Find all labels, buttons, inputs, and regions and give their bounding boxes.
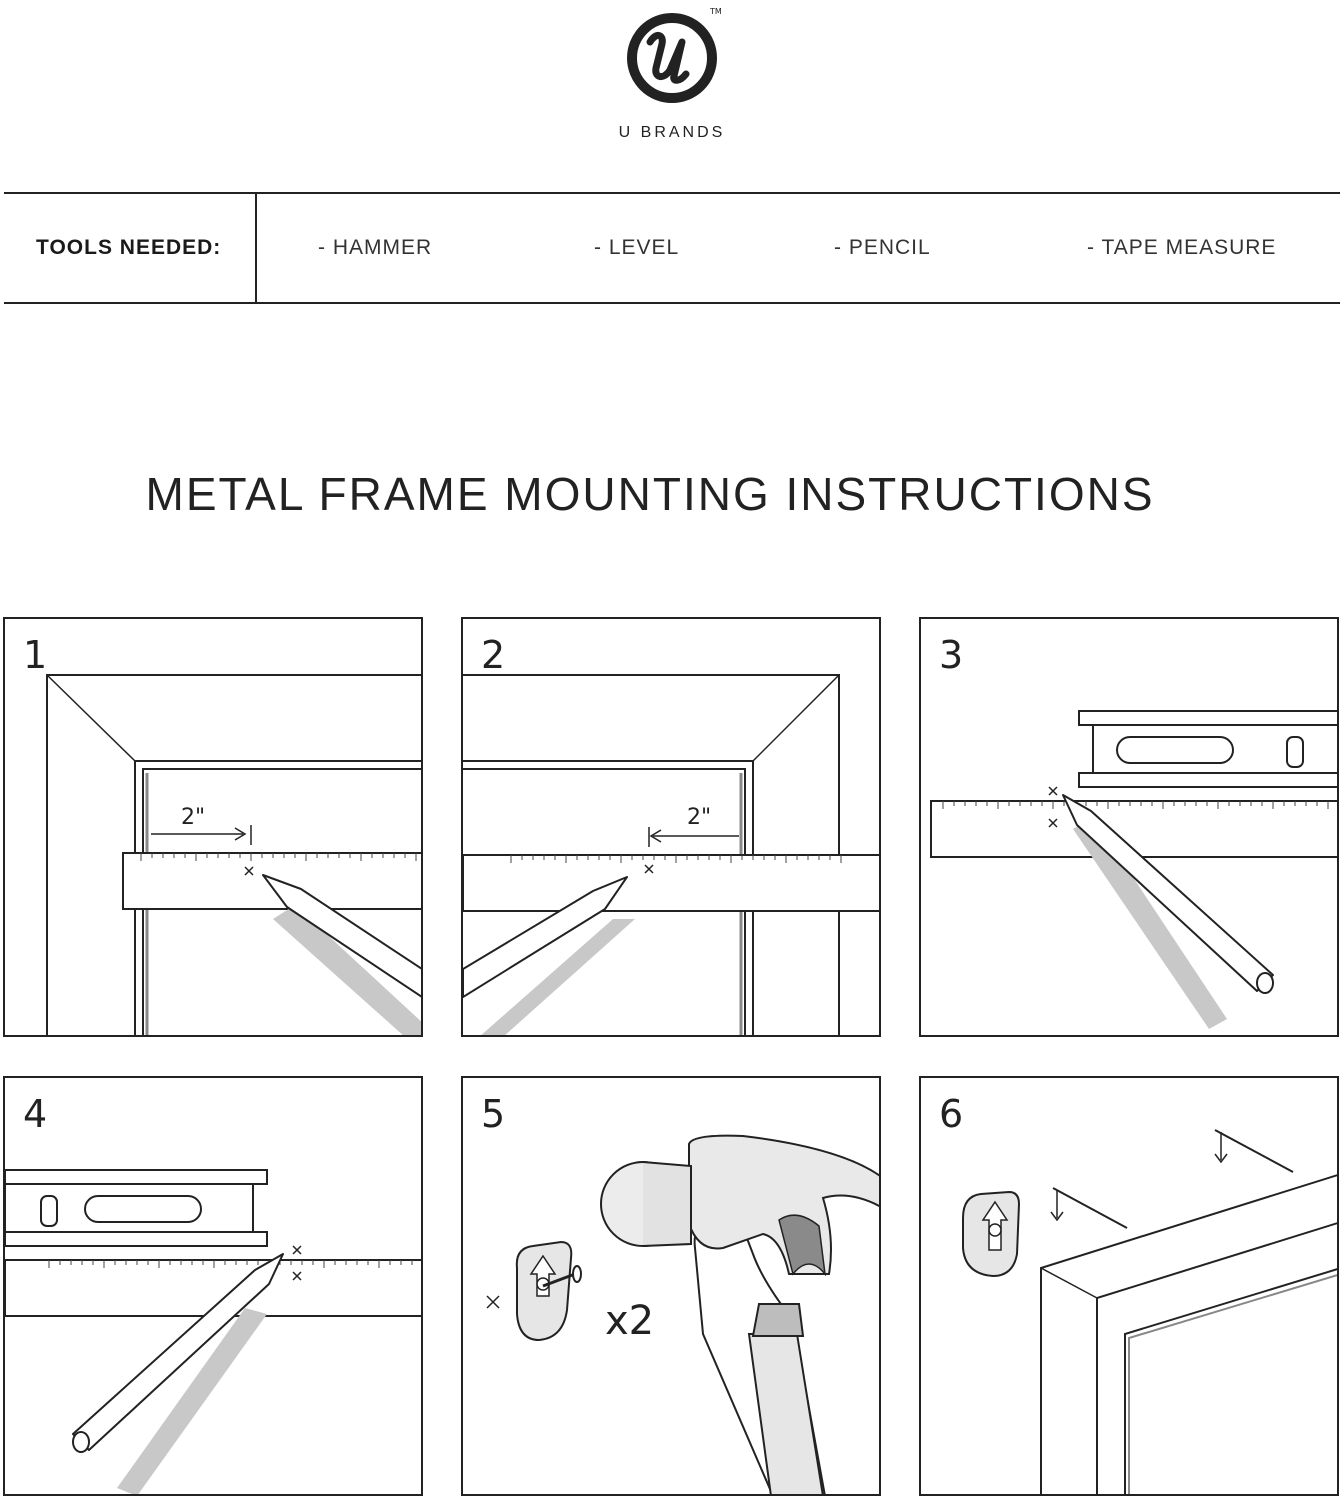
step-number: 5 [481, 1092, 506, 1136]
step-number: 6 [939, 1092, 964, 1136]
level-bubble-vial [1117, 737, 1233, 763]
tool-pencil: - PENCIL [834, 236, 931, 259]
frame-corner-ruler-illustration [5, 619, 423, 1037]
tools-divider [255, 194, 257, 302]
tool-tape-measure: - TAPE MEASURE [1087, 236, 1277, 259]
dimension-label: 2" [181, 805, 206, 830]
tool-hammer: - HAMMER [318, 236, 433, 259]
level-ruler-pencil-illustration [921, 619, 1339, 1037]
tools-needed-label: TOOLS NEEDED: [36, 236, 222, 259]
hammer-handle [749, 1334, 823, 1496]
step-3-panel [919, 617, 1339, 1037]
trademark-mark: TM [710, 7, 722, 16]
level-ruler-pencil-illustration [5, 1078, 423, 1496]
step-number: 1 [23, 633, 48, 677]
level-bubble-vial [85, 1196, 201, 1222]
step-2-panel [461, 617, 881, 1037]
tools-needed-bar [4, 192, 1340, 304]
hammer-nail-hanger-illustration [463, 1078, 881, 1496]
step-number: 2 [481, 633, 506, 677]
step-4-panel [3, 1076, 423, 1496]
dimension-label: 2" [687, 805, 712, 830]
step-number: 4 [23, 1092, 48, 1136]
brand-name: U BRANDS [618, 124, 726, 141]
step-1-panel [3, 617, 423, 1037]
quantity-label: x2 [605, 1298, 655, 1344]
step-number: 3 [939, 633, 964, 677]
frame-corner-ruler-illustration [463, 619, 881, 1037]
tool-level: - LEVEL [594, 236, 680, 259]
frame-hanging-illustration [921, 1078, 1339, 1496]
step-6-panel [919, 1076, 1339, 1496]
page-title: METAL FRAME MOUNTING INSTRUCTIONS [145, 467, 1155, 520]
step-5-panel [461, 1076, 881, 1496]
